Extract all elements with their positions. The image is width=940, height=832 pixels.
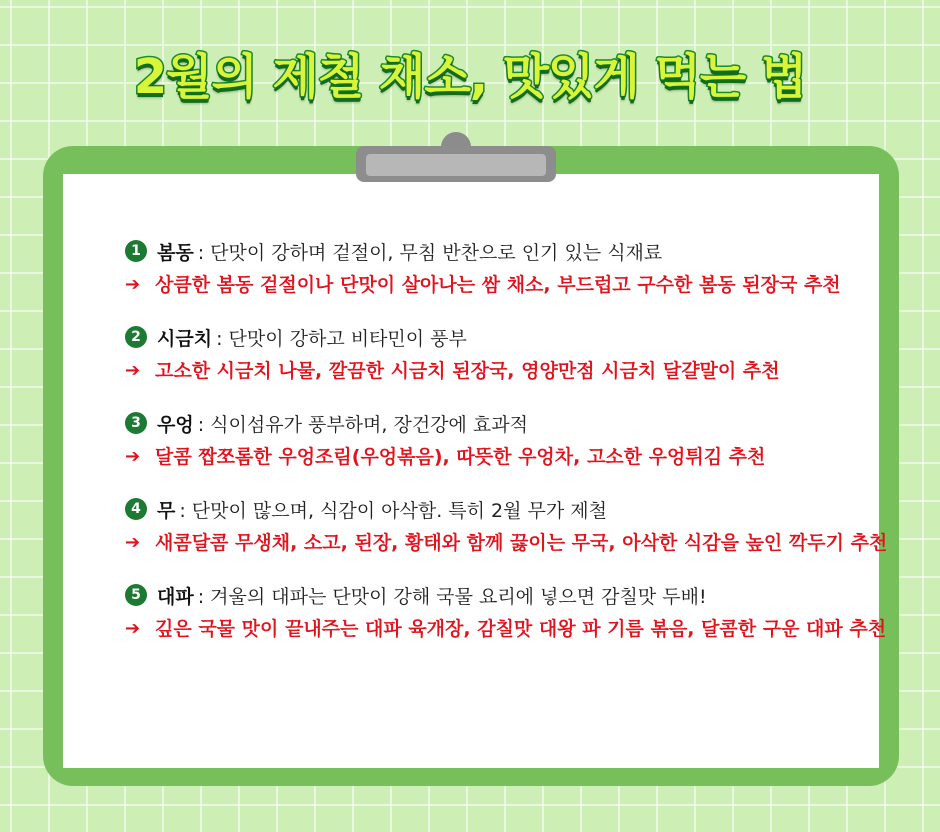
number-badge: 2 xyxy=(125,326,147,348)
recommendation-line xyxy=(125,614,905,644)
vegetable-name: 대파 xyxy=(157,585,194,608)
item-description-line xyxy=(125,580,905,610)
item-description-line xyxy=(125,494,905,524)
arrow-right-icon: ➔ xyxy=(125,532,141,553)
recommendation-line xyxy=(125,356,905,386)
recommendation-text: 새콤달콤 무생채, 소고, 된장, 황태와 함께 끓이는 무국, 아삭한 식감을 높인 깍두기 추천 xyxy=(155,532,888,554)
number-badge: 5 xyxy=(125,584,147,606)
vegetable-name: 시금치 xyxy=(157,327,213,350)
recommendation-text: 상큼한 봄동 겉절이나 단맛이 살아나는 쌈 채소, 부드럽고 구수한 봄동 된장국 추천 xyxy=(155,274,841,296)
number-badge: 1 xyxy=(125,240,147,262)
recommendation-text: 달콤 짭쪼롬한 우엉조림(우엉볶음), 따뜻한 우엉차, 고소한 우엉튀김 추천 xyxy=(155,446,766,468)
vegetable-list xyxy=(125,236,905,666)
number-badge: 4 xyxy=(125,498,147,520)
arrow-right-icon: ➔ xyxy=(125,274,141,295)
clip-inner xyxy=(366,154,546,176)
recommendation-text: 깊은 국물 맛이 끝내주는 대파 육개장, 감칠맛 대왕 파 기름 볶음, 달콤한 구운 대파 추천 xyxy=(155,618,887,640)
recommendation-text: 고소한 시금치 나물, 깔끔한 시금치 된장국, 영양만점 시금치 달걀말이 추천 xyxy=(155,360,780,382)
arrow-right-icon: ➔ xyxy=(125,446,141,467)
page-title: 2월의 제철 채소, 맛있게 먹는 법 xyxy=(133,49,807,105)
arrow-right-icon: ➔ xyxy=(125,618,141,639)
vegetable-name: 봄동 xyxy=(157,241,194,264)
paper-sheet xyxy=(63,174,888,768)
list-item xyxy=(125,236,905,300)
list-item xyxy=(125,580,905,644)
item-description: : 단맛이 많으며, 식감이 아삭함. 특히 2월 무가 제철 xyxy=(179,499,607,522)
list-item xyxy=(125,408,905,472)
number-badge: 3 xyxy=(125,412,147,434)
list-item xyxy=(125,494,905,558)
item-description: : 단맛이 강하며 겉절이, 무침 반찬으로 인기 있는 식재료 xyxy=(197,241,663,264)
recommendation-line xyxy=(125,528,905,558)
item-description-line xyxy=(125,322,905,352)
item-description-line xyxy=(125,236,905,266)
recommendation-line xyxy=(125,270,905,300)
clipboard-clip xyxy=(356,140,556,184)
list-item xyxy=(125,322,905,386)
item-description-line xyxy=(125,408,905,438)
vegetable-name: 무 xyxy=(157,499,176,522)
recommendation-line xyxy=(125,442,905,472)
item-description: : 겨울의 대파는 단맛이 강해 국물 요리에 넣으면 감칠맛 두배! xyxy=(197,585,707,608)
item-description: : 식이섬유가 풍부하며, 장건강에 효과적 xyxy=(197,413,528,436)
arrow-right-icon: ➔ xyxy=(125,360,141,381)
vegetable-name: 우엉 xyxy=(157,413,194,436)
clipboard xyxy=(43,146,899,786)
item-description: : 단맛이 강하고 비타민이 풍부 xyxy=(216,327,467,350)
